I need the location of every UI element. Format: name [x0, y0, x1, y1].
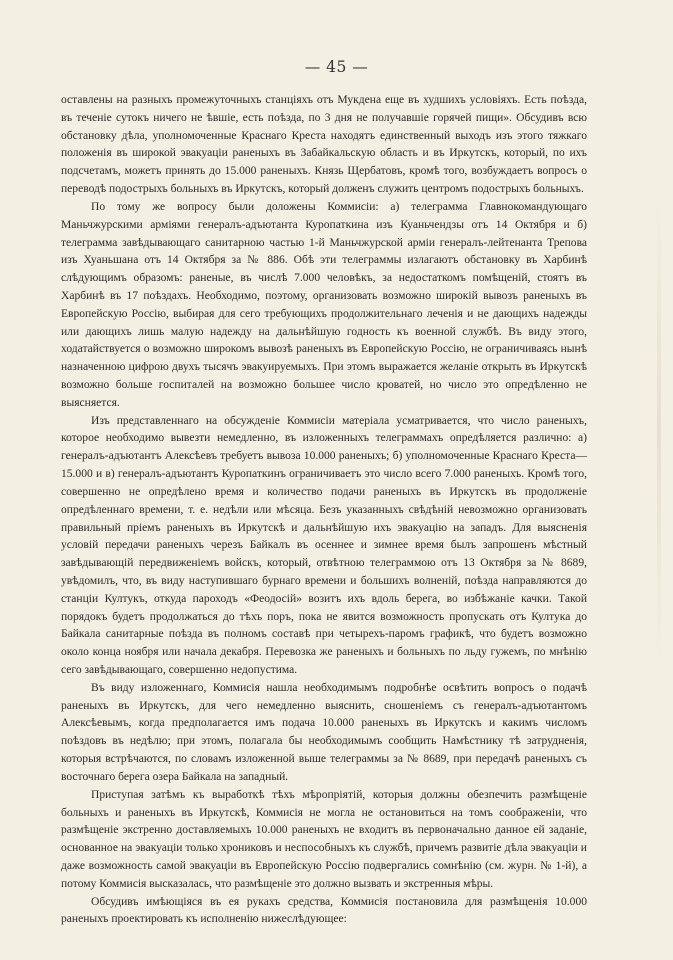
page-edge-stain — [657, 200, 661, 660]
paragraph-3: Изъ представленнаго на обсужденіе Коммисіи матеріала усматривается, что число раненыхъ, которое необходимо вывезти немедленно, въ изложенныхъ телеграммахъ опредѣляется различно: а) генералъ-адъютантъ Алексѣевъ требуетъ вывоза 10.000 раненыхъ; б) уполномоченные Краснаго Креста—15.000 и в) генералъ-адъютантъ Куропаткинъ ограничиваетъ это число всего 7.000 раненыхъ. Кромѣ того, совершенно не опредѣлено время и количество подачи раненыхъ въ Иркутскъ въ продолженіе опредѣленнаго времени, т. е. недѣли или мѣсяца. Безъ указанныхъ свѣдѣній невозможно организовать правильный пріемъ раненыхъ въ Иркутскѣ и дальнѣйшую ихъ эвакуацію на западъ. Для выясненія условій передачи раненыхъ черезъ Байкалъ въ осеннее и зимнее время былъ запрошенъ мѣстный завѣдывающій передвиженіемъ войскъ, который, отвѣтною телеграммою отъ 13 Октября за № 8689, увѣдомилъ, что, въ виду наступившаго бурнаго времени и большихъ волненій, поѣзда направляются до станціи Култукъ, откуда пароходъ «Феодосій» возитъ ихъ вдоль берега, во избѣжаніе качки. Такой порядокъ будетъ продолжаться до тѣхъ поръ, пока не явится возможность пропускать отъ Култука до Байкала санитарные поѣзда въ полномъ составѣ при четырехъ-паромъ графикѣ, что будетъ возможно около конца ноября или начала декабря. Перевозка же раненыхъ и больныхъ по льду гужемъ, по мнѣнію сего завѣдывающаго, совершенно недопустима. — [61, 414, 587, 676]
page-number: — 45 — — [304, 58, 369, 76]
paragraph-1: оставлены на разныхъ промежуточныхъ станціяхъ отъ Мукдена еще въ худшихъ условіяхъ. Есть поѣзда, въ теченіе сутокъ ничего не ѣвшіе, есть поѣзда, по 3 дня не получавшіе горячей пищи». Обсудивъ всю обстановку дѣла, уполномоченные Краснаго Креста находятъ единственный выходъ изъ этого тяжкаго положенія въ широкой эвакуаціи раненыхъ въ Забайкальскую область и въ Иркутскъ, который, по ихъ подсчетамъ, можетъ принять до 15.000 раненыхъ. Князь Щербатовъ, кромѣ того, возбуждаетъ вопросъ о переводѣ подострыхъ больныхъ въ Иркутскъ, который долженъ служить центромъ подострыхъ больныхъ. — [61, 94, 587, 196]
paragraph-4: Въ виду изложеннаго, Коммисія нашла необходимымъ подробнѣе освѣтить вопросъ о подачѣ раненыхъ въ Иркутскъ, для чего немедленно выяснить, сношеніемъ съ генералъ-адъютантомъ Алексѣевымъ, когда предполагается имъ подача 10.000 раненыхъ въ Иркутскъ и какимъ числомъ поѣздовъ въ недѣлю; при этомъ, полагала бы необходимымъ сообщить Намѣстнику тѣ затрудненія, которыя встрѣчаются, по словамъ изложенной выше телеграммы за № 8689, при передачѣ раненыхъ съ восточнаго берега озера Байкала на западный. — [61, 681, 587, 783]
paragraph-2: По тому же вопросу были доложены Коммисіи: а) телеграмма Главнокомандующаго Маньчжурскими арміями генералъ-адъютанта Куропаткина изъ Куаньчендзы отъ 14 Октября и б) телеграмма завѣдывающаго санитарною частью 1-й Маньчжурской арміи генералъ-лейтенанта Трепова изъ Хуаньшана отъ 14 Октября за № 886. Обѣ эти телеграммы излагаютъ обстановку въ Харбинѣ слѣдующимъ образомъ: раненые, въ числѣ 7.000 человѣкъ, за недостаткомъ помѣщеній, стоятъ въ Харбинѣ въ 17 поѣздахъ. Необходимо, поэтому, организовать возможно широкій вывозъ раненыхъ въ Европейскую Россію, выбирая для сего требующихъ продолжительнаго леченія и не дающихъ надежды или дающихъ лишь малую надежду на дальнѣйшую годность къ военной службѣ. Въ виду этого, ходатайствуется о возможно широкомъ вывозѣ раненыхъ въ Европейскую Россію, не ограничиваясь нынѣ назначенною цифрою двухъ тысячъ эвакуируемыхъ. При этомъ выражается желаніе открыть въ Иркутскѣ возможно больше госпиталей на возможно большее число кроватей, но число это опредѣленно не выясняется. — [61, 200, 587, 409]
paragraph-5: Приступая затѣмъ къ выработкѣ тѣхъ мѣропріятій, которыя должны обезпечить размѣщеніе больныхъ и раненыхъ въ Иркутскѣ, Коммисія не могла не остановиться на томъ соображеніи, что размѣщеніе экстренно доставляемыхъ 10.000 раненыхъ не входитъ въ первоначально данное ей заданіе, основанное на эвакуаціи только хрониковъ и неспособныхъ къ службѣ, причемъ развитіе дѣла эвакуаціи и даже возможность самой эвакуаціи въ Европейскую Россію подвергались сомнѣнію (см. журн. № 1-й), а потому Коммисія высказалась, что размѣщеніе это должно вызвать и экстренныя мѣры. — [61, 788, 587, 890]
paragraph-6: Обсудивъ имѣющіяся въ ея рукахъ средства, Коммисія постановила для размѣщенія 10.000 раненыхъ проектировать къ исполненію нижеслѣдующее: — [61, 895, 587, 926]
body-text — [61, 92, 587, 929]
